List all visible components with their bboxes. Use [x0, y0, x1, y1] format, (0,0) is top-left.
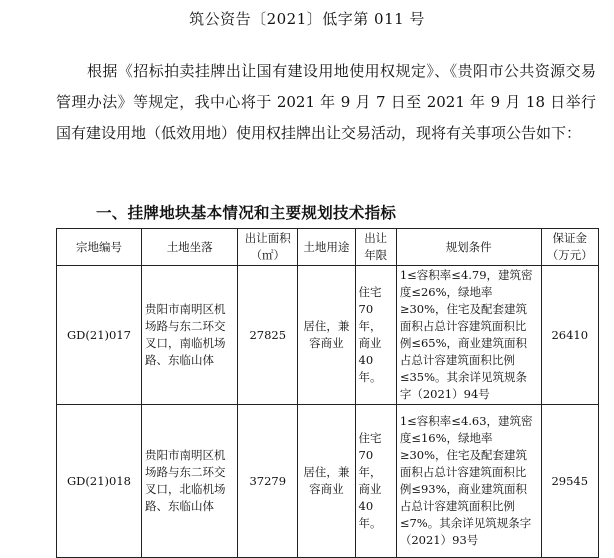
section-heading: 一、挂牌地块基本情况和主要规划技术指标 — [96, 204, 397, 222]
cell-deposit: 29545 — [541, 405, 598, 558]
header-area: 出让面积（㎡） — [238, 229, 298, 266]
cell-code: GD(21)017 — [57, 266, 142, 405]
table-row — [57, 405, 599, 558]
cell-term: 住宅70年，商业40年。 — [355, 266, 396, 405]
header-location: 土地坐落 — [141, 229, 237, 266]
cell-location: 贵阳市南明区机场路与东二环交叉口，南临机场路、东临山体 — [141, 266, 237, 405]
header-code: 宗地编号 — [57, 229, 142, 266]
document-number: 筑公资告〔2021〕低字第 011 号 — [189, 10, 425, 28]
cell-plan: 1≤容积率≤4.63，建筑密度≤16%，绿地率≥30%，住宅及配套建筑面积占总计容建筑面积比例≤93%，商业建筑面积占总计容建筑面积比例≤7%。其余详见筑规条字（2021）93号 — [396, 405, 541, 558]
cell-area: 37279 — [238, 405, 298, 558]
header-term: 出让年限 — [355, 229, 396, 266]
cell-use: 居住，兼容商业 — [298, 266, 355, 405]
header-deposit: 保证金（万元） — [541, 229, 598, 266]
cell-use: 居住，兼容商业 — [298, 405, 355, 558]
cell-term: 住宅70年，商业40年。 — [355, 405, 396, 558]
header-plan: 规划条件 — [396, 229, 541, 266]
cell-code: GD(21)018 — [57, 405, 142, 558]
table-row — [57, 266, 599, 405]
cell-location: 贵阳市南明区机场路与东二环交叉口，北临机场路、东临山体 — [141, 405, 237, 558]
cell-plan: 1≤容积率≤4.79，建筑密度≤26%，绿地率≥30%，住宅及配套建筑面积占总计容建筑面积比例≤65%，商业建筑面积占总计容建筑面积比例≤35%。其余详见筑规条字（2021）94号 — [396, 266, 541, 405]
header-use: 土地用途 — [298, 229, 355, 266]
cell-deposit: 26410 — [541, 266, 598, 405]
table-header-row — [57, 229, 599, 266]
cell-area: 27825 — [238, 266, 298, 405]
land-parcel-table — [56, 228, 599, 558]
intro-paragraph: 根据《招标拍卖挂牌出让国有建设用地使用权规定》、《贵阳市公共资源交易管理办法》等规定，我中心将于 2021 年 9 月 7 日至 2021 年 9 月 18 日举行国有建设用地（低效用地）使用权挂牌出让交易活动，现将有关事项公告如下： — [56, 62, 596, 142]
